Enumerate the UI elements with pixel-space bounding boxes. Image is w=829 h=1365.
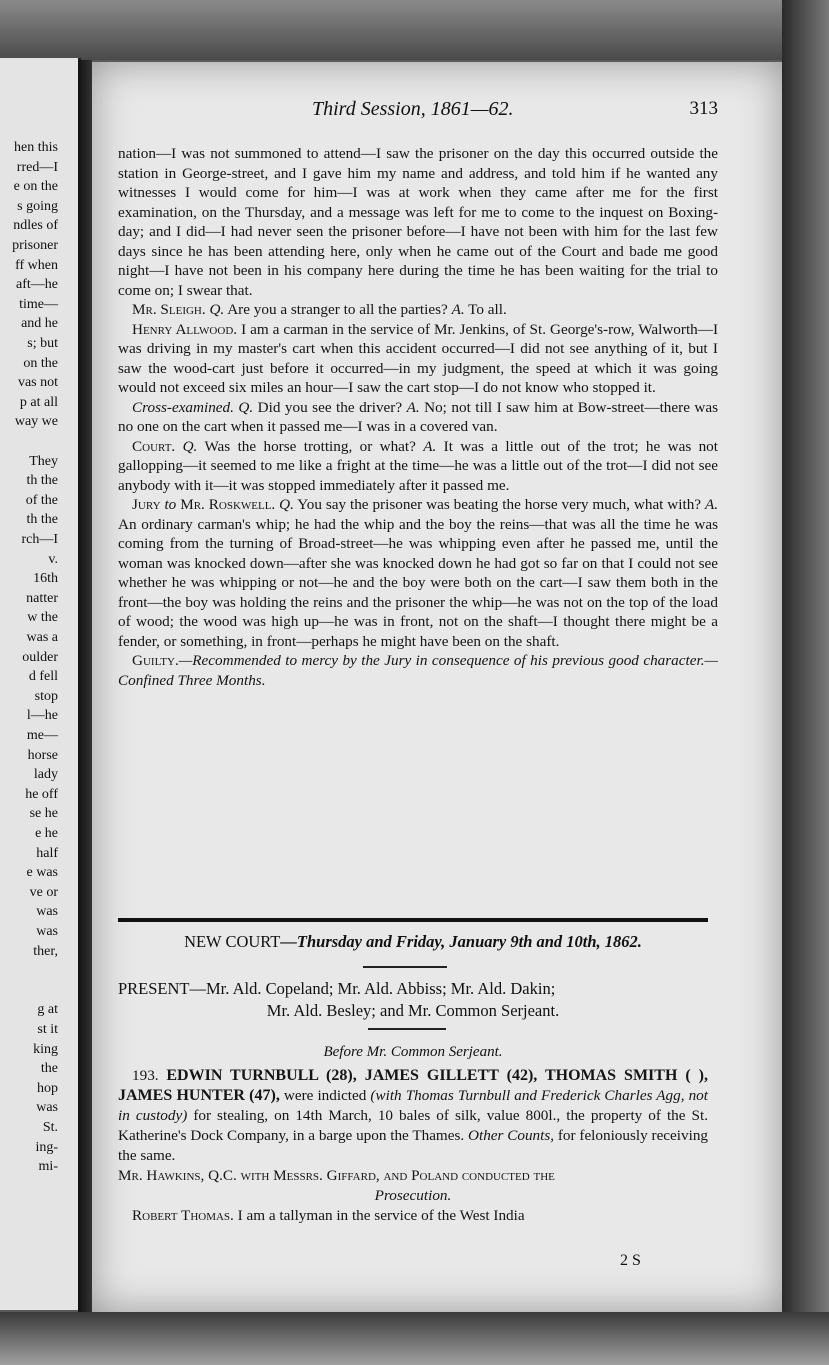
- answer-mark-label: A.: [451, 301, 465, 318]
- facing-page-fragment: v.: [48, 551, 58, 567]
- testimony-paragraph: [118, 398, 718, 437]
- facing-page-fragment: ve or: [29, 884, 58, 900]
- facing-page-fragment: was: [36, 1100, 58, 1116]
- facing-page-fragment: ndles of: [13, 218, 58, 234]
- facing-page-fragment: lady: [33, 767, 58, 783]
- testimony-text: [118, 144, 718, 690]
- answer-text: An ordinary carman's whip; he had the whip and the boy the reins—that was all the time he was coming from the turning of Broad-street—he was whipping even after he passed me, until the woman was knocked down—after she was knocked down he had got so far on that I could not see whether he was whipping or not—he and the boy were both on the cart—I saw them both in the front—the boy was holding the reins and the prisoner the whip—he was not on the top of the load of wood; the wood was high up—he was in front, not on the shaft—I thought there might be a fender, or something, in front—perhaps he might have been on the shaft.: [118, 515, 718, 650]
- answer-mark-label: A.: [704, 496, 719, 513]
- speaker-name: Mr. Roskwell.: [180, 496, 276, 513]
- facing-page: [0, 58, 81, 1310]
- facing-page-fragment: was a: [26, 630, 58, 645]
- facing-page-fragment: w the: [27, 610, 58, 626]
- speaker-name: Henry Allwood.: [132, 320, 238, 338]
- speaker-name: Robert Thomas.: [132, 1207, 234, 1224]
- facing-page-fragment: d fell: [28, 669, 58, 685]
- facing-page-fragment: ing-: [35, 1139, 58, 1155]
- facing-page-fragment: mi-: [38, 1159, 58, 1175]
- facing-page-fragment: aft—he: [16, 277, 58, 293]
- testimony-paragraph: [118, 320, 718, 398]
- witness-paragraph: [118, 1206, 708, 1226]
- answer-text: To all.: [468, 301, 507, 318]
- testimony-paragraph: nation—I was not summoned to attend—I saw the prisoner on the day this occurred outside the station in George-street, and I gave him my name and address, and told him if he wanted any witnesses I would come for him—I was at work when they came after me for the first examination, on the Thursday, and a message was left for me to come to the inquest on Boxing-day; and I did—I had never seen the prisoner before—I have not been with him for the last few days since he has been attending here, only when he came out of the Court and bade me good night—I have not been in his company here during the time he has been waiting for the trial to come on; I swear that.: [118, 145, 718, 299]
- question-text: Was the horse trotting, or what?: [204, 437, 416, 455]
- facing-page-fragment: was: [36, 924, 58, 939]
- facing-page-fragment: king: [33, 1041, 58, 1057]
- counsel-text: Prosecution.: [374, 1187, 452, 1204]
- facing-page-fragment: They: [29, 453, 58, 469]
- verdict-text: —Recommended to mercy by the Jury in consequence of his previous good character.—Confined Three Months.: [118, 652, 718, 689]
- indicted-text: were indicted: [283, 1087, 367, 1104]
- facing-page-fragment: e was: [26, 865, 58, 881]
- question-mark-label: Q.: [209, 301, 225, 318]
- facing-page-fragment: g at: [37, 1002, 58, 1018]
- facing-page-fragment: me—: [26, 728, 58, 743]
- facing-page-fragment: of the: [25, 492, 58, 508]
- statement-text: I am a tallyman in the service of the West India: [237, 1207, 525, 1224]
- facing-page-fragment: 16th: [33, 571, 58, 587]
- facing-page-fragment: half: [36, 845, 58, 861]
- facing-page-fragment: s going: [17, 198, 58, 214]
- background-top: [0, 0, 829, 60]
- facing-page-fragment: natter: [26, 590, 58, 606]
- other-counts-label: Other Counts,: [468, 1127, 555, 1144]
- running-title: Third Session, 1861—62.: [312, 98, 514, 120]
- facing-page-fragment: horse: [27, 747, 58, 763]
- answer-mark-label: A.: [423, 437, 437, 455]
- case-paragraph: [118, 1066, 708, 1166]
- charge-end-text: for feloniously receiving the same.: [118, 1127, 709, 1164]
- facing-page-fragment: prisoner: [12, 238, 58, 253]
- background-right: [782, 0, 829, 1365]
- facing-page-fragment: way we: [14, 414, 58, 430]
- charge-text: for stealing, on 14th March, 10 bales of silk, value 800l., the property of the St. Katherine's Dock Company, in a barge upon the Thames.: [118, 1107, 709, 1144]
- facing-page-fragment: time—: [19, 296, 58, 312]
- present-list: [118, 978, 708, 1022]
- facing-page-fragment: e on the: [13, 179, 58, 195]
- facing-page-fragment: oulder: [22, 649, 58, 665]
- question-text: Did you see the driver?: [257, 398, 403, 416]
- section-divider: [118, 918, 708, 922]
- short-divider: [363, 966, 447, 968]
- testimony-paragraph: [118, 300, 718, 320]
- cross-examined-label: Cross-examined.: [132, 398, 234, 416]
- speaker-name: Jury: [132, 496, 161, 513]
- facing-page-fragment: St.: [42, 1120, 58, 1135]
- facing-page-fragment: vas not: [17, 375, 58, 391]
- question-text: You say the prisoner was beating the horse very much, what with?: [297, 496, 702, 513]
- speaker-name: Mr. Sleigh.: [132, 301, 206, 318]
- facing-page-fragment: ther,: [33, 943, 58, 959]
- facing-page-fragment: p at all: [19, 394, 58, 410]
- answer-mark-label: A.: [406, 398, 420, 416]
- before-judge: Before Mr. Common Serjeant.: [323, 1044, 503, 1060]
- verdict-label: Guilty.: [132, 652, 179, 669]
- book-gutter: [78, 60, 92, 1312]
- facing-page-fragment: rch—I: [21, 532, 58, 547]
- facing-page-fragment: hop: [37, 1080, 58, 1096]
- testimony-paragraph: [118, 495, 718, 651]
- defendant-names: EDWIN TURNBULL (28), JAMES GILLETT (42), THOMAS SMITH ( ), JAMES HUNTER (47),: [118, 1067, 708, 1104]
- short-divider: [368, 1028, 446, 1030]
- case-entry: [118, 1066, 708, 1226]
- facing-page-fragment: se he: [29, 806, 58, 822]
- verdict-paragraph: [118, 651, 718, 690]
- present-line: Mr. Ald. Besley; and Mr. Common Serjeant.: [266, 1001, 560, 1020]
- facing-page-fragment: e he: [35, 826, 58, 841]
- facing-page-fragment: hen this: [14, 140, 58, 155]
- facing-page-fragment: s; but: [27, 336, 58, 351]
- connector-word: to: [164, 496, 177, 513]
- signature-mark: 2 S: [620, 1252, 641, 1269]
- counsel-text: Mr. Hawkins, Q.C. with Messrs. Giffard, and Poland conducted the: [118, 1167, 555, 1184]
- question-text: Are you a stranger to all the parties?: [227, 301, 448, 318]
- court-dates: —Thursday and Friday, January 9th and 10th, 1862.: [280, 932, 642, 951]
- facing-page-fragment: ff when: [15, 257, 58, 273]
- question-mark-label: Q.: [238, 398, 254, 416]
- co-defendants-text: (with Thomas Turnbull and Frederick Charles Agg, not in custody): [118, 1087, 708, 1124]
- question-mark-label: Q.: [279, 496, 294, 513]
- facing-page-fragment: th the: [26, 473, 58, 489]
- facing-page-fragment: the: [40, 1061, 58, 1077]
- testimony-paragraph: [118, 437, 718, 496]
- statement-text: I am a carman in the service of Mr. Jenkins, of St. George's-row, Walworth—I was driving in my master's cart when this accident occurred—I did not see anything of it, but I saw the wood-cart just before it occurred—in my judgment, the speed at which it was going would not exceed six miles an hour—I saw the cart stop—I do not know who stopped it.: [118, 320, 719, 396]
- counsel-paragraph: [118, 1166, 708, 1206]
- facing-page-fragment: and he: [21, 316, 58, 332]
- court-heading: [118, 932, 708, 952]
- court-title: NEW COURT: [184, 932, 281, 951]
- facing-page-fragment: he off: [25, 786, 58, 802]
- page-number: 313: [689, 98, 718, 119]
- facing-page-fragment: on the: [23, 355, 58, 371]
- facing-page-fragment: rred—I: [16, 159, 58, 175]
- facing-page-fragment: st it: [37, 1022, 58, 1037]
- facing-page-fragment: l—he: [26, 708, 58, 724]
- running-header: [118, 98, 718, 124]
- answer-text: It was a little out of the trot; he was not gallopping—it seemed to me like a fright at the time—he was a little out of the trot—I did not see anybody with it—it was stopped immediately after it passed me.: [118, 437, 719, 494]
- case-number: 193.: [132, 1067, 159, 1084]
- question-mark-label: Q.: [182, 437, 198, 455]
- facing-page-fragment: was: [36, 904, 58, 920]
- speaker-name: Court.: [132, 437, 176, 455]
- answer-text: No; not till I saw him at Bow-street—there was no one on the cart when it passed me—I was in a covered van.: [118, 398, 719, 435]
- present-line: PRESENT—Mr. Ald. Copeland; Mr. Ald. Abbiss; Mr. Ald. Dakin;: [118, 979, 556, 998]
- facing-page-fragment: th the: [26, 512, 58, 528]
- background-bottom: [0, 1312, 829, 1365]
- facing-page-fragment: stop: [34, 688, 58, 704]
